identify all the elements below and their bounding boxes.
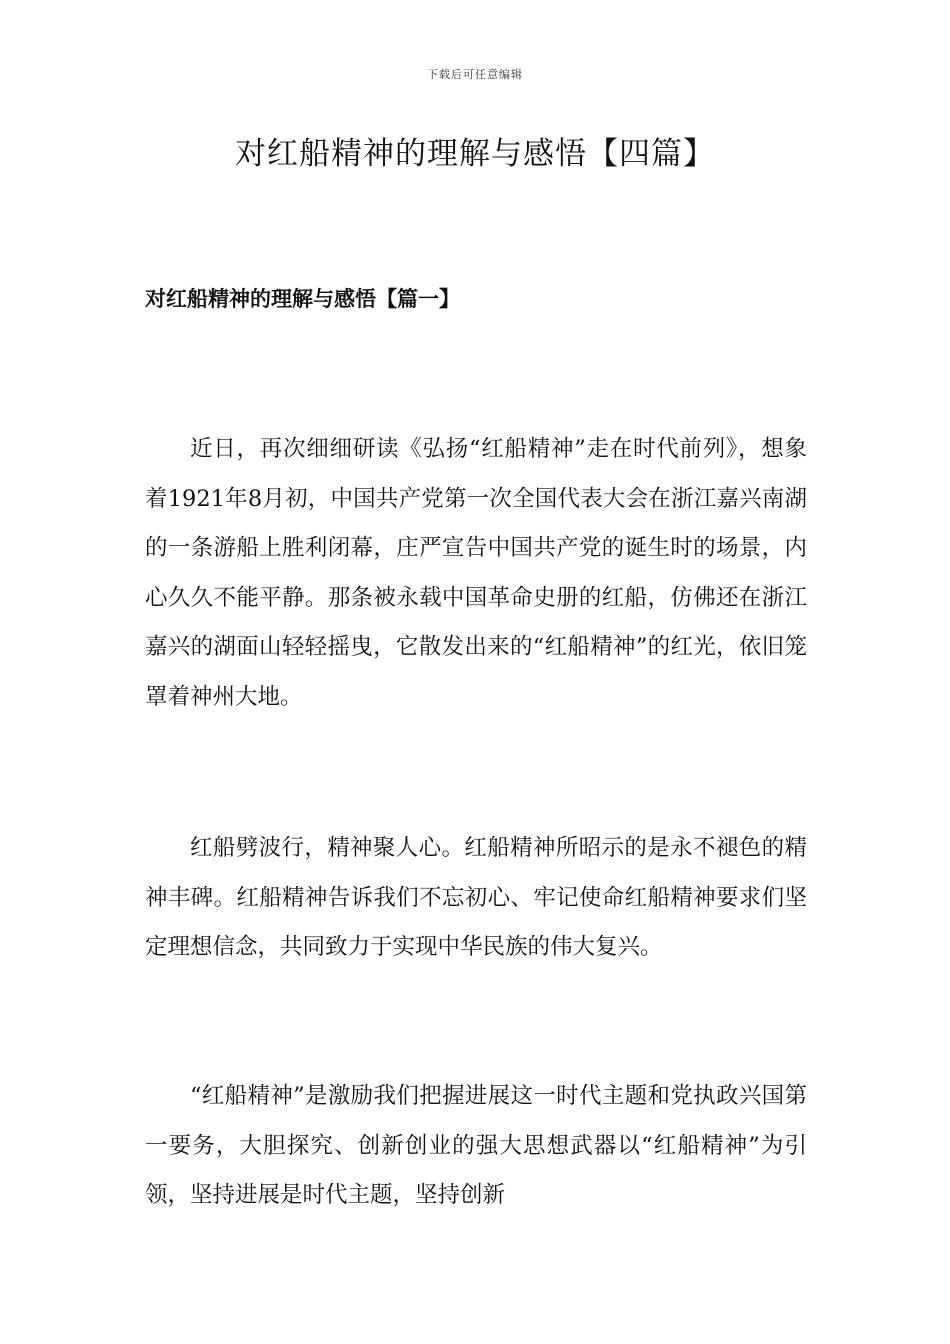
paragraph-3: “红船精神”是激励我们把握进展这一时代主题和党执政兴国第一要务，大胆探究、创新创业的强大思想武器以“红船精神”为引领，坚持进展是时代主题，坚持创新 xyxy=(145,1083,807,1208)
document-title: 对红船精神的理解与感悟【四篇】 xyxy=(235,136,715,172)
header-note: 下载后可任意编辑 xyxy=(427,68,523,81)
paragraph-1: 近日，再次细细研读《弘扬“红船精神”走在时代前列》，想象着1921年8月初，中国共产党第一次全国代表大会在浙江嘉兴南湖的一条游船上胜利闭幕，庄严宣告中国共产党的诞生时的场景，内心久久不能平静。那条被永载中国革命史册的红船，仿佛还在浙江嘉兴的湖面山轻轻摇曳，它散发出来的“红船精神”的红光，依旧笼罩着神州大地。 xyxy=(145,436,807,710)
section-heading: 对红船精神的理解与感悟【篇一】 xyxy=(145,286,460,311)
paragraph-2: 红船劈波行，精神聚人心。红船精神所昭示的是永不褪色的精神丰碑。红船精神告诉我们不忘初心、牢记使命红船精神要求们坚定理想信念，共同致力于实现中华民族的伟大复兴。 xyxy=(145,835,807,960)
